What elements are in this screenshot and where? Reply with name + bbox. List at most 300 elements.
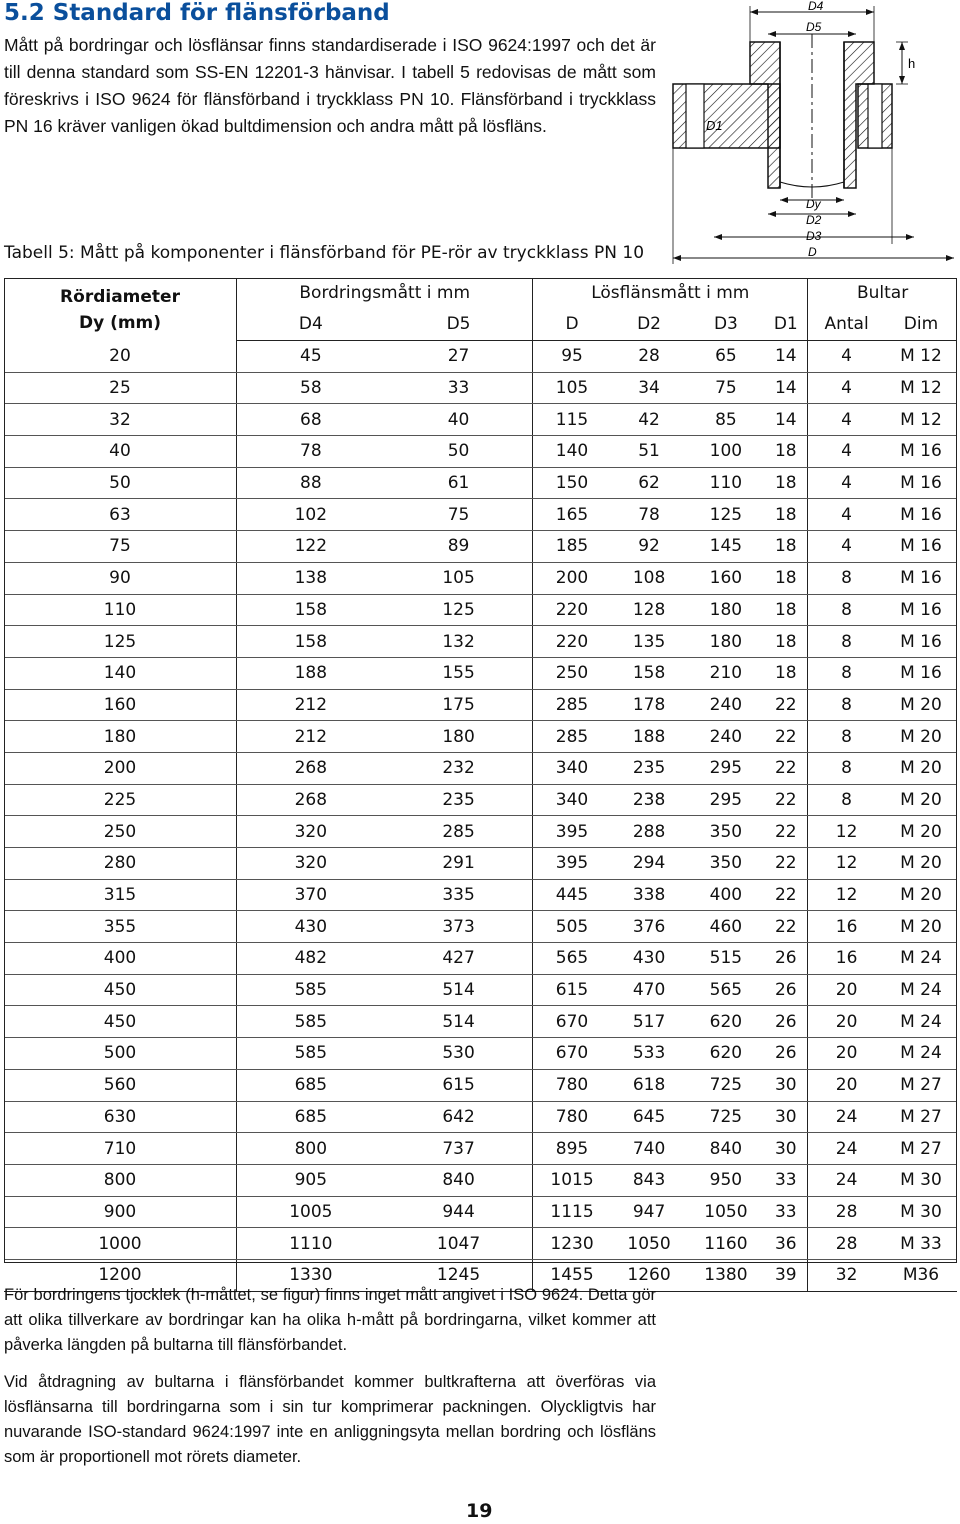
table-cell: 20 [808,1069,885,1101]
table-cell: 460 [687,911,764,943]
table-cell: M 20 [885,848,957,880]
table-cell: M 20 [885,689,957,721]
table-cell: 565 [687,974,764,1006]
header-bordring: Bordringsmått i mm [237,278,533,308]
table-cell: 947 [611,1196,688,1228]
subheader-d4: D4 [237,308,385,341]
section-heading: 5.2 Standard för flänsförband [4,0,390,26]
table-cell: 78 [237,436,385,468]
table-cell: 22 [764,721,807,753]
table-cell: 110 [687,467,764,499]
table-cell: M 24 [885,1038,957,1070]
table-cell: 350 [687,816,764,848]
table-cell: 950 [687,1164,764,1196]
table-row [4,467,957,499]
table-row [4,1133,957,1165]
table-row [4,372,957,404]
table-cell: 18 [764,594,807,626]
table-cell: 8 [808,594,885,626]
table-cell: 350 [687,848,764,880]
table-cell: 22 [764,752,807,784]
table-cell: M 33 [885,1228,957,1260]
table-row [4,562,957,594]
table-cell: 25 [4,372,237,404]
table-cell: 18 [764,626,807,658]
table-cell: 33 [764,1164,807,1196]
table-row [4,721,957,753]
table-cell: 180 [4,721,237,753]
table-cell: 180 [687,594,764,626]
table-cell: 800 [4,1164,237,1196]
table-body [4,341,957,1292]
table-cell: 4 [808,436,885,468]
table-cell: 1015 [533,1164,611,1196]
label-d2: D2 [806,213,822,227]
table-cell: 115 [533,404,611,436]
table-cell: 450 [4,974,237,1006]
table-cell: 42 [611,404,688,436]
table-cell: 108 [611,562,688,594]
table-cell: 8 [808,752,885,784]
table-cell: 12 [808,816,885,848]
table-cell: 26 [764,943,807,975]
table-cell: 16 [808,911,885,943]
table-cell: M 27 [885,1133,957,1165]
table-cell: 65 [687,341,764,373]
table-row [4,1101,957,1133]
table-cell: 188 [237,657,385,689]
table-cell: 1005 [237,1196,385,1228]
table-cell: 12 [808,879,885,911]
table-cell: 373 [385,911,533,943]
table-cell: 40 [385,404,533,436]
label-d5: D5 [806,20,822,34]
table-cell: M 16 [885,531,957,563]
table-cell: 27 [385,341,533,373]
table-cell: 125 [4,626,237,658]
table-cell: 225 [4,784,237,816]
table-cell: 780 [533,1069,611,1101]
intro-paragraph: Mått på bordringar och lösflänsar finns standardiserade i ISO 9624:1997 och det är till denna standard som SS-EN 12201-3 hänvisar. I tabell 5 redovisas de mått som föreskrivs i ISO 9624 för flänsförband i tryckklass PN 10. Flänsförband i tryckklass PN 16 kräver vanligen ökad bultdimension och andra mått på lösfläns. [4,35,656,136]
table-cell: 20 [808,1006,885,1038]
table-cell: 620 [687,1038,764,1070]
table-cell: 36 [764,1228,807,1260]
table-cell: 200 [4,752,237,784]
table-row [4,784,957,816]
table-cell: 155 [385,657,533,689]
label-h: h [908,56,916,71]
table-cell: 135 [611,626,688,658]
table-cell: 158 [611,657,688,689]
table-cell: M 27 [885,1069,957,1101]
table-cell: 725 [687,1069,764,1101]
table-cell: 145 [687,531,764,563]
table-cell: M 30 [885,1164,957,1196]
table-cell: 22 [764,911,807,943]
subheader-d1: D1 [764,308,807,341]
table-cell: 26 [764,1038,807,1070]
table-row [4,1228,957,1260]
table-cell: 737 [385,1133,533,1165]
table-cell: 340 [533,752,611,784]
table-cell: 585 [237,1006,385,1038]
table-row [4,341,957,373]
table-cell: 840 [385,1164,533,1196]
page-number: 19 [466,1500,493,1522]
table-cell: 4 [808,499,885,531]
table-cell: 320 [237,816,385,848]
table-cell: 180 [385,721,533,753]
table-cell: 1380 [687,1259,764,1291]
table-cell: 895 [533,1133,611,1165]
table-cell: 188 [611,721,688,753]
table-cell: 430 [611,943,688,975]
table-cell: 14 [764,404,807,436]
table-row [4,974,957,1006]
table-cell: 370 [237,879,385,911]
table-cell: 178 [611,689,688,721]
table-cell: 22 [764,816,807,848]
table-cell: 20 [4,341,237,373]
table-cell: 22 [764,689,807,721]
table-cell: 92 [611,531,688,563]
table-cell: 618 [611,1069,688,1101]
header-losflans: Lösflänsmått i mm [533,278,808,308]
table-cell: 8 [808,657,885,689]
table-cell: 430 [237,911,385,943]
table-cell: M 16 [885,499,957,531]
table-cell: 740 [611,1133,688,1165]
table-cell: 530 [385,1038,533,1070]
table-cell: M 20 [885,784,957,816]
table-row [4,1006,957,1038]
table-cell: 400 [687,879,764,911]
table-cell: 185 [533,531,611,563]
table-cell: 843 [611,1164,688,1196]
header-rordiameter: Rördiameter Dy (mm) [4,278,237,341]
table-cell: 20 [808,974,885,1006]
table-cell: M 27 [885,1101,957,1133]
table-cell: 61 [385,467,533,499]
table-cell: 220 [533,594,611,626]
table-cell: 165 [533,499,611,531]
table-row [4,911,957,943]
bolt-hole-left [686,84,704,148]
label-dy: Dy [806,197,821,211]
table-cell: 132 [385,626,533,658]
table-cell: M 30 [885,1196,957,1228]
table-cell: 615 [533,974,611,1006]
table-cell: 320 [237,848,385,880]
table-cell: 140 [4,657,237,689]
table-cell: 24 [808,1133,885,1165]
table-cell: 500 [4,1038,237,1070]
table-cell: 51 [611,436,688,468]
table-cell: 18 [764,657,807,689]
table-cell: 1000 [4,1228,237,1260]
table-cell: 33 [764,1196,807,1228]
table-row [4,531,957,563]
table-cell: 238 [611,784,688,816]
table-cell: 28 [611,341,688,373]
table-cell: 89 [385,531,533,563]
table-cell: 220 [533,626,611,658]
table-cell: M 16 [885,562,957,594]
table-cell: 105 [385,562,533,594]
table-cell: 400 [4,943,237,975]
table-cell: M 16 [885,467,957,499]
table-cell: 14 [764,341,807,373]
table-cell: 505 [533,911,611,943]
table-cell: 160 [4,689,237,721]
table-cell: 1245 [385,1259,533,1291]
table-cell: 235 [385,784,533,816]
header-bultar: Bultar [856,283,909,303]
table-row [4,404,957,436]
table-cell: 140 [533,436,611,468]
table-cell: 340 [533,784,611,816]
table-cell: 22 [764,879,807,911]
table-row [4,943,957,975]
table-cell: 1330 [237,1259,385,1291]
table-row [4,1164,957,1196]
table-row [4,626,957,658]
subheader-antal: Antal [808,308,885,341]
table-cell: 630 [4,1101,237,1133]
table-cell: 4 [808,467,885,499]
table-cell: M 20 [885,816,957,848]
table-cell: 8 [808,626,885,658]
table-cell: 514 [385,1006,533,1038]
table-cell: 28 [808,1228,885,1260]
table-cell: 138 [237,562,385,594]
table-cell: 685 [237,1101,385,1133]
table-cell: 840 [687,1133,764,1165]
table-cell: M 16 [885,594,957,626]
bolt-hole-right [868,84,882,148]
table-row [4,1196,957,1228]
label-d1: D1 [706,118,723,133]
table-row [4,752,957,784]
table-cell: M 20 [885,721,957,753]
table-cell: 40 [4,436,237,468]
table-cell: 128 [611,594,688,626]
table-cell: 395 [533,816,611,848]
table-cell: 75 [385,499,533,531]
table-cell: 78 [611,499,688,531]
table-cell: M 12 [885,404,957,436]
table-cell: 18 [764,562,807,594]
table-cell: M 24 [885,943,957,975]
table-cell: 517 [611,1006,688,1038]
table-cell: 645 [611,1101,688,1133]
table-row [4,1069,957,1101]
flange-diagram [668,0,958,268]
subheader-d5: D5 [385,308,533,341]
table-cell: 75 [687,372,764,404]
table-cell: 670 [533,1006,611,1038]
table-cell: 45 [237,341,385,373]
table-cell: 295 [687,752,764,784]
subheader-dim: Dim [885,308,957,341]
table-cell: 4 [808,404,885,436]
table-cell: 376 [611,911,688,943]
table-cell: 585 [237,974,385,1006]
table-cell: 482 [237,943,385,975]
table-cell: 18 [764,436,807,468]
header-dy: Dy [78,313,105,333]
header-dy-unit: (mm) [110,313,162,333]
table-cell: 335 [385,879,533,911]
table-cell: 32 [4,404,237,436]
table-cell: 533 [611,1038,688,1070]
table-cell: 8 [808,689,885,721]
table-cell: 905 [237,1164,385,1196]
table-cell: 22 [764,848,807,880]
table-cell: 22 [764,784,807,816]
table-cell: M 20 [885,879,957,911]
table-cell: 642 [385,1101,533,1133]
table-cell: 63 [4,499,237,531]
table-row [4,657,957,689]
table-cell: 158 [237,594,385,626]
table-cell: 4 [808,372,885,404]
table-cell: 1115 [533,1196,611,1228]
table-cell: 102 [237,499,385,531]
table-cell: 200 [533,562,611,594]
table-cell: M 24 [885,1006,957,1038]
table-cell: 68 [237,404,385,436]
table-cell: 285 [385,816,533,848]
table-cell: 30 [764,1101,807,1133]
table-cell: 725 [687,1101,764,1133]
table-cell: 4 [808,531,885,563]
table-cell: 514 [385,974,533,1006]
table-cell: 585 [237,1038,385,1070]
table-cell: 24 [808,1164,885,1196]
table-cell: 315 [4,879,237,911]
label-d4: D4 [808,0,824,13]
table-cell: 90 [4,562,237,594]
table-cell: 8 [808,784,885,816]
table-cell: 232 [385,752,533,784]
table-cell: 105 [533,372,611,404]
table-cell: 75 [4,531,237,563]
table-cell: 268 [237,784,385,816]
table-cell: M 16 [885,436,957,468]
table-cell: 18 [764,531,807,563]
table-cell: M 16 [885,626,957,658]
table-cell: 250 [4,816,237,848]
table-cell: M 20 [885,752,957,784]
table-cell: M36 [885,1259,957,1291]
table-cell: 338 [611,879,688,911]
table-cell: 212 [237,689,385,721]
table-cell: 1050 [687,1196,764,1228]
table-cell: 58 [237,372,385,404]
table-cell: 565 [533,943,611,975]
table-cell: 560 [4,1069,237,1101]
table-cell: 18 [764,499,807,531]
table-cell: 30 [764,1069,807,1101]
table-cell: 8 [808,562,885,594]
table-cell: 50 [4,467,237,499]
table-cell: M 24 [885,974,957,1006]
table-cell: 33 [385,372,533,404]
table-cell: 445 [533,879,611,911]
table-cell: 395 [533,848,611,880]
table-cell: 427 [385,943,533,975]
table-cell: 212 [237,721,385,753]
table-cell: 670 [533,1038,611,1070]
table-row [4,879,957,911]
note-paragraph: För bordringens tjocklek (h-måttet, se figur) finns inget mått angivet i ISO 9624. Detta gör att olika tillverkare av bordringar kan ha olika h-mått på bordringarna, vilket kommer att påverka längden på bultarna till flänsförbandet. [4,1286,656,1354]
table-cell: 210 [687,657,764,689]
notes [4,1283,656,1482]
table-row [4,436,957,468]
table-cell: 240 [687,689,764,721]
subheader-d: D [533,308,611,341]
table-cell: 8 [808,721,885,753]
table-cell: M 20 [885,911,957,943]
table-row [4,848,957,880]
table-cell: 30 [764,1133,807,1165]
table-row [4,594,957,626]
table-cell: 12 [808,848,885,880]
table-cell: 16 [808,943,885,975]
subheader-d2: D2 [611,308,688,341]
table-cell: 615 [385,1069,533,1101]
table-cell: 160 [687,562,764,594]
table-cell: 32 [808,1259,885,1291]
table-cell: 944 [385,1196,533,1228]
table-cell: 268 [237,752,385,784]
note-paragraph: Vid åtdragning av bultarna i flänsförbandet kommer bultkrafterna att överföras via lösflänsarna till bordringarna som i sin tur komprimerar packningen. Olyckligtvis har nuvarande ISO-standard 9624:1997 inte en anliggningsyta mellan bordring och lösfläns som är proportionell mot rörets diameter. [4,1373,656,1466]
flange-dimension-table [4,278,957,1292]
table-cell: 294 [611,848,688,880]
table-cell: 28 [808,1196,885,1228]
table-cell: 14 [764,372,807,404]
table-cell: 85 [687,404,764,436]
table-cell: 1050 [611,1228,688,1260]
table-cell: 26 [764,974,807,1006]
table-cell: 4 [808,341,885,373]
table-cell: 1260 [611,1259,688,1291]
table-cell: 125 [687,499,764,531]
table-cell: 26 [764,1006,807,1038]
table-cell: 291 [385,848,533,880]
table-cell: 175 [385,689,533,721]
table-cell: 355 [4,911,237,943]
table-cell: 240 [687,721,764,753]
table-row [4,689,957,721]
table-cell: 1200 [4,1259,237,1291]
table-cell: 18 [764,467,807,499]
table-cell: M 16 [885,657,957,689]
table-cell: 288 [611,816,688,848]
table-cell: 620 [687,1006,764,1038]
subheader-d3: D3 [687,308,764,341]
table-cell: 780 [533,1101,611,1133]
table-cell: 285 [533,689,611,721]
table-cell: 800 [237,1133,385,1165]
table-cell: 24 [808,1101,885,1133]
table-cell: 150 [533,467,611,499]
table-caption: Tabell 5: Mått på komponenter i flänsförband för PE-rör av tryckklass PN 10 [4,243,645,263]
table-cell: 900 [4,1196,237,1228]
table-row [4,1038,957,1070]
table-cell: 1160 [687,1228,764,1260]
